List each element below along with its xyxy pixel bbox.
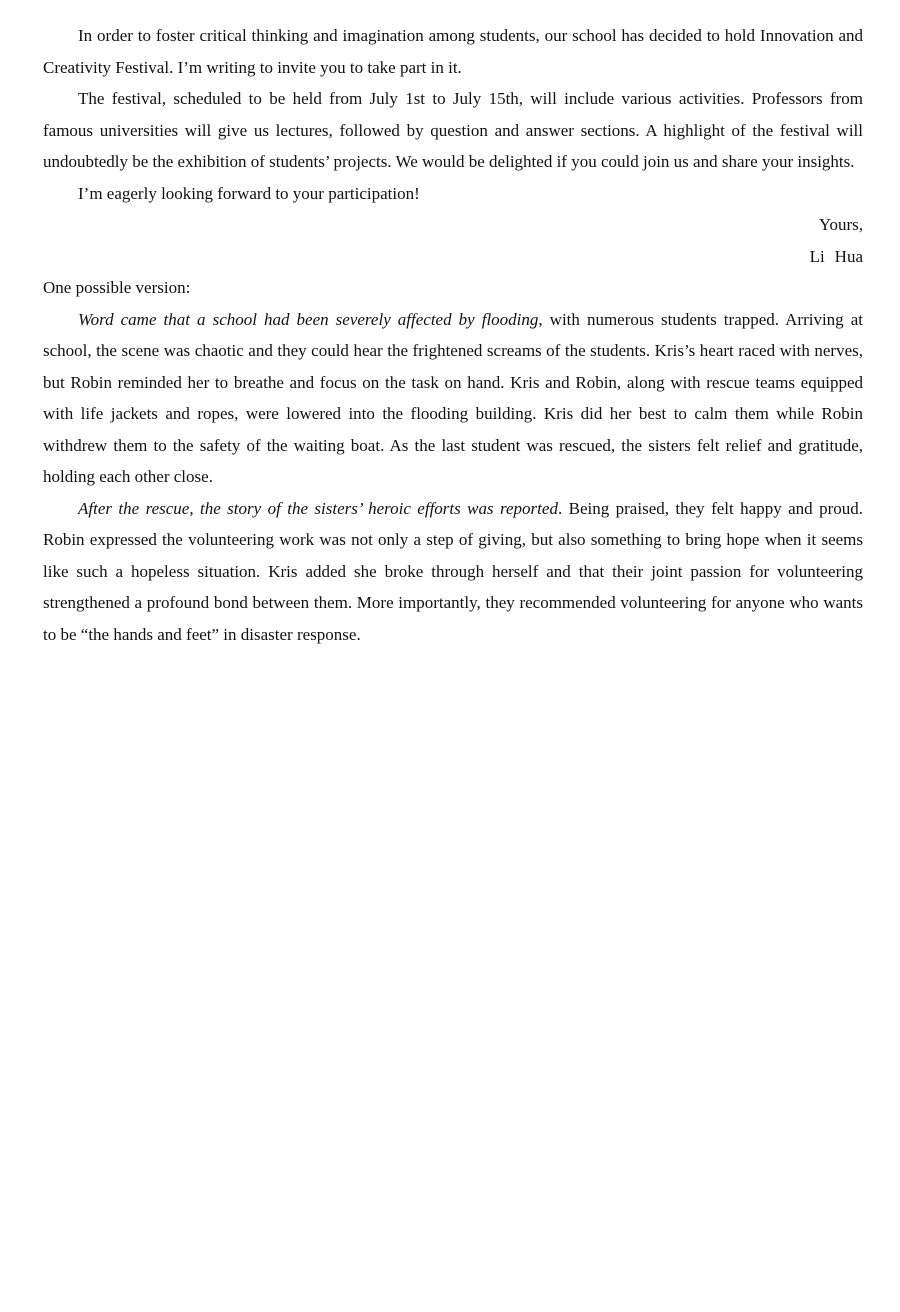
signature-first-name: Li: [809, 246, 825, 266]
letter-paragraph-3: I’m eagerly looking forward to your participation!: [78, 183, 420, 203]
version-paragraph-1-opening: Word came that a school had been severely affected by flooding: [78, 309, 539, 329]
version-paragraph-2-opening: After the rescue, the story of the sisters’ heroic efforts was reported: [78, 498, 558, 518]
version-paragraph-1: [43, 304, 863, 493]
letter-closing: Yours,: [818, 215, 863, 234]
document-page: [43, 20, 863, 650]
version-paragraph-2-body: . Being praised, they felt happy and proud. Robin expressed the volunteering work was not only a step of giving, but also something to bring hope when it seems like such a hopeless situation. Kris added she broke through herself and that their joint passion for volunteering strengthened a profound bond between them. More importantly, they recommended volunteering for anyone who wants to be “the hands and feet” in disaster response.: [43, 498, 863, 644]
letter-paragraph-1: In order to foster critical thinking and imagination among students, our school has decided to hold Innovation and Creativity Festival. I’m writing to invite you to take part in it.: [43, 26, 863, 77]
version-paragraph-2: [43, 493, 863, 651]
letter-paragraph-2: The festival, scheduled to be held from July 1st to July 15th, will include various activities. Professors from famous universities will give us lectures, followed by question and answer sections. A highlight of the festival will undoubtedly be the exhibition of students’ projects. We would be delighted if you could join us and share your insights.: [43, 89, 863, 171]
version-heading: One possible version:: [43, 278, 191, 297]
version-paragraph-1-body: , with numerous students trapped. Arriving at school, the scene was chaotic and they could hear the frightened screams of the students. Kris’s heart raced with nerves, but Robin reminded her to breathe and focus on the task on hand. Kris and Robin, along with rescue teams equipped with life jackets and ropes, were lowered into the flooding building. Kris did her best to calm them while Robin withdrew them to the safety of the waiting boat. As the last student was rescued, the sisters felt relief and gratitude, holding each other close.: [43, 309, 863, 486]
letter-signature: [43, 241, 863, 273]
signature-last-name: Hua: [834, 246, 863, 266]
